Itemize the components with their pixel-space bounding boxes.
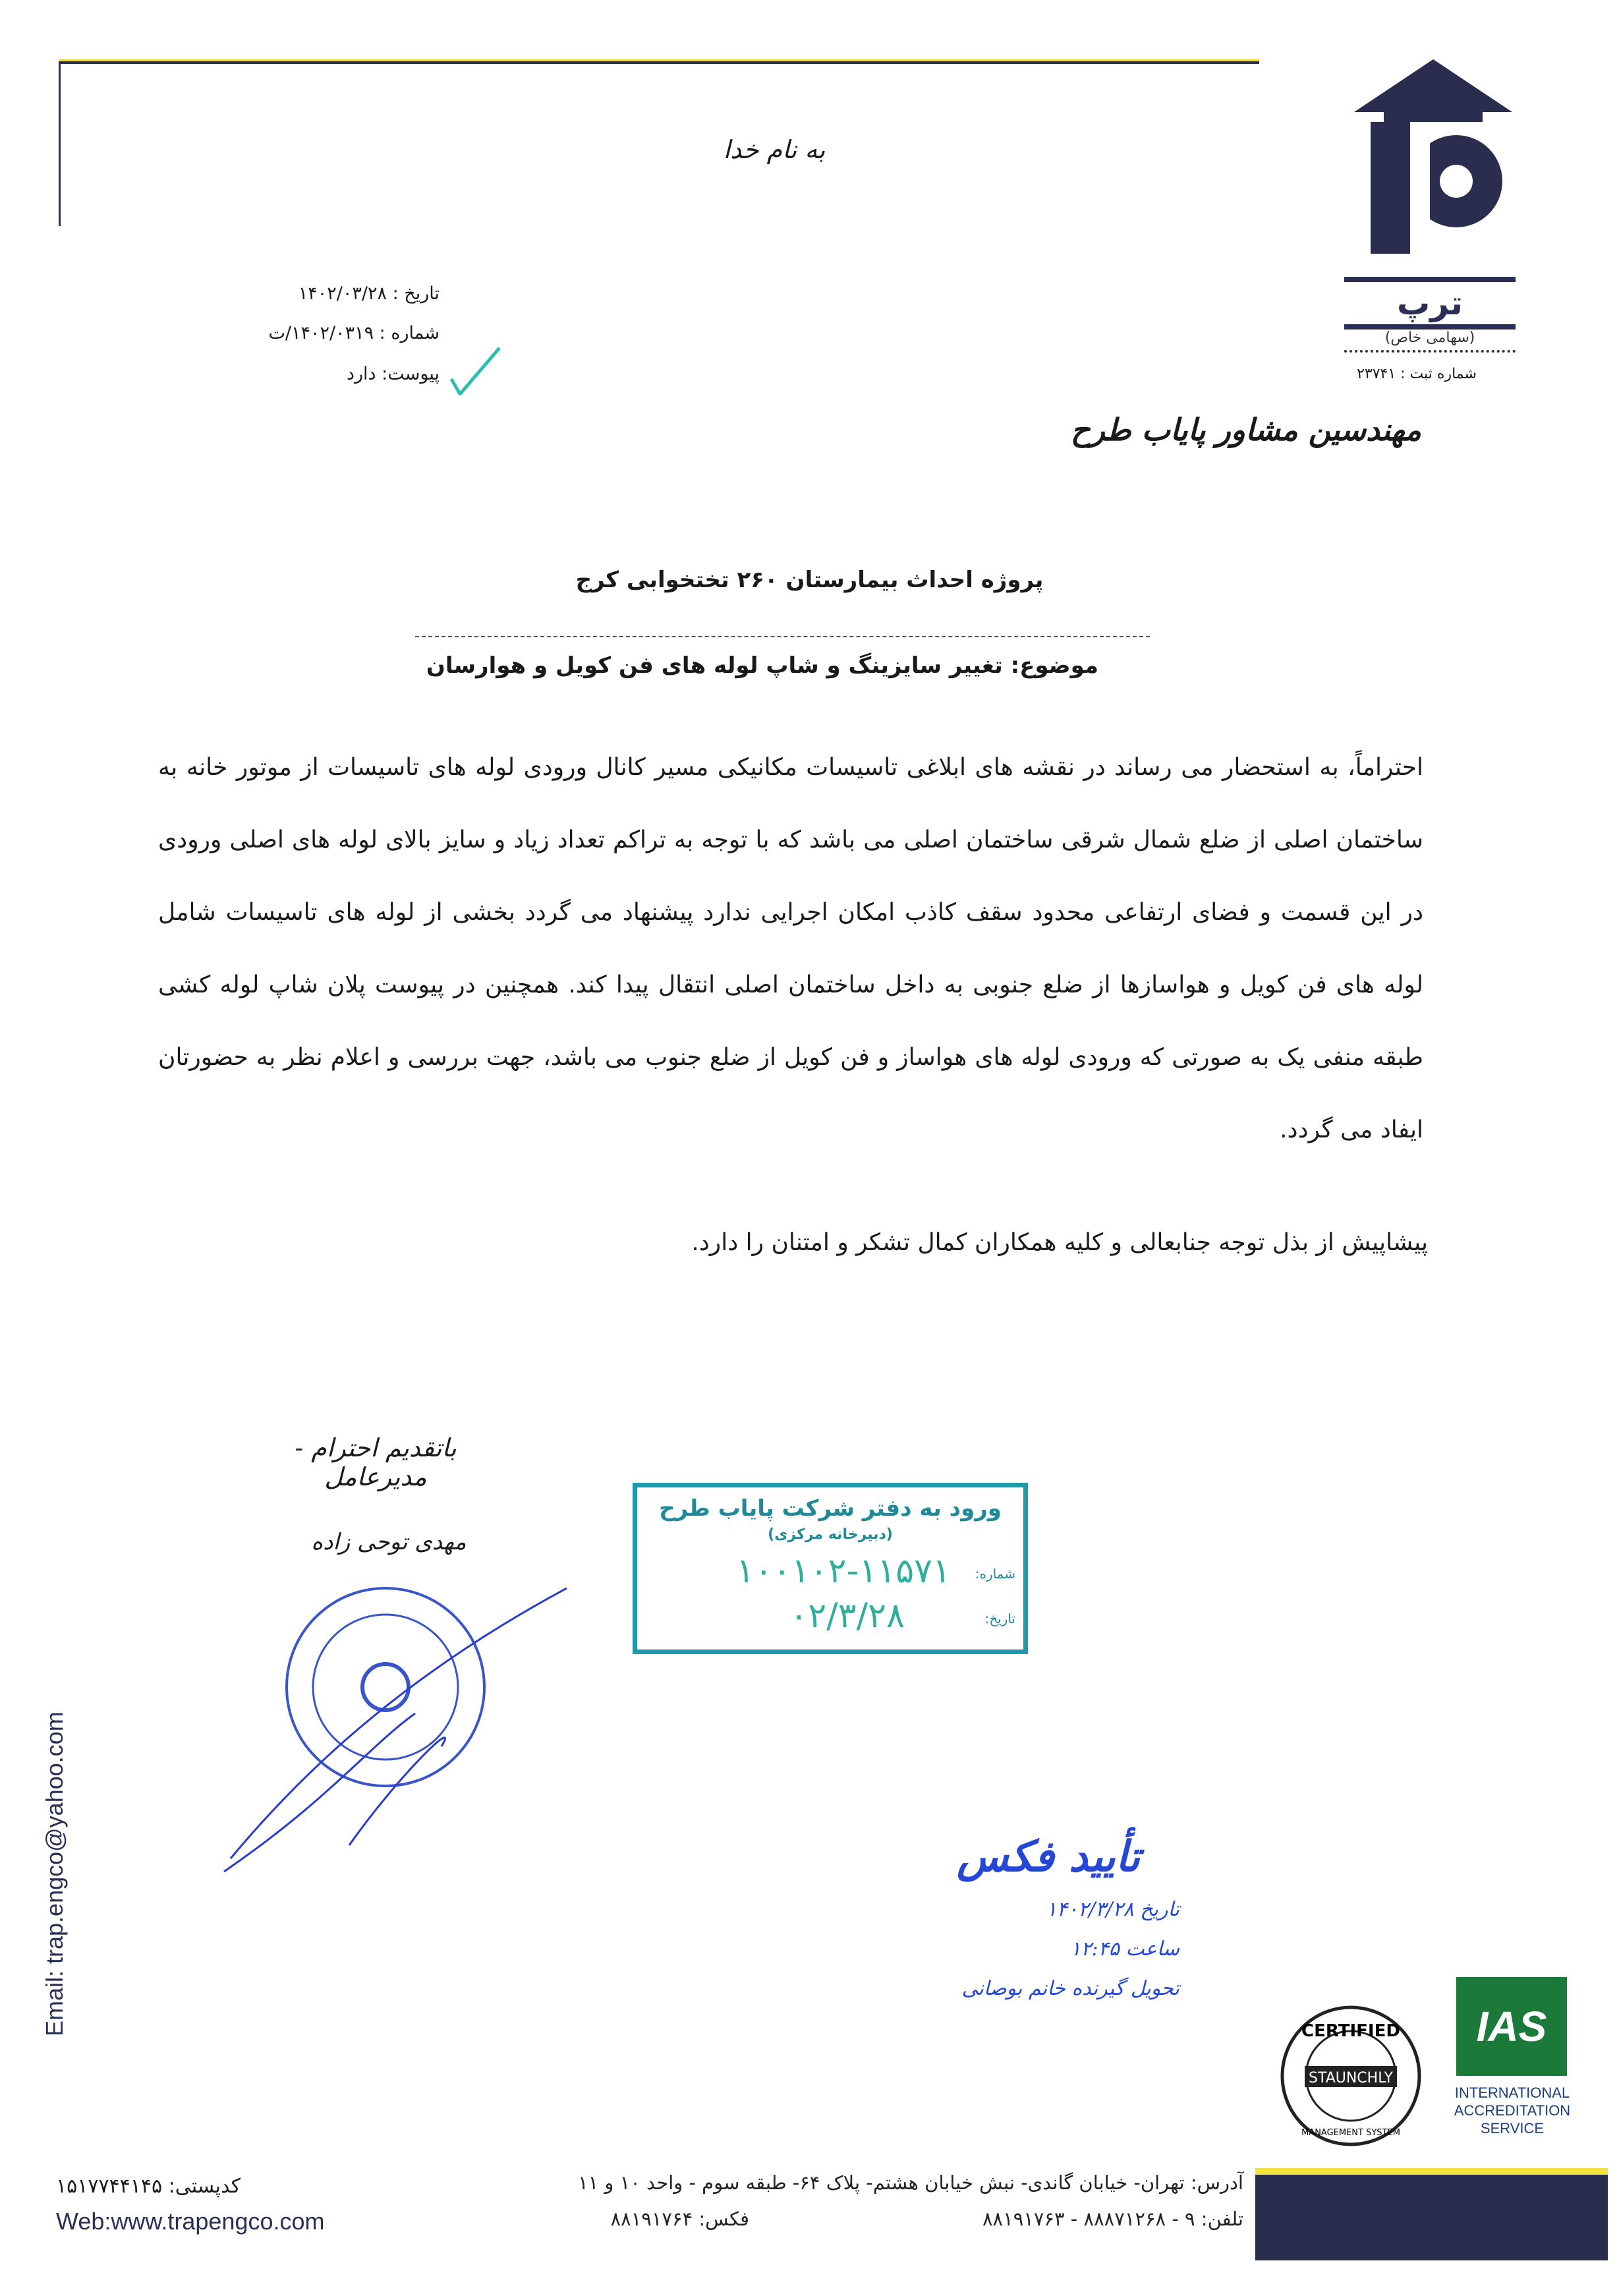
ias-text [1443,2084,1581,2137]
contact-email: Email: trap.engco@yahoo.com [41,1711,68,2036]
confirmation-time: ساعت ۱۲:۴۵ [1070,1937,1179,1961]
ias-line: SERVICE [1480,2120,1545,2137]
footer-address: آدرس: تهران- خیابان گاندی- نبش خیابان هشتم- پلاک ۶۴- طبقه سوم - واحد ۱۰ و ۱۱ [578,2171,1243,2194]
ias-logo: IAS [1456,1977,1567,2076]
footer-color-block [1255,2168,1608,2260]
letter-body: احتراماً، به استحضار می رساند در نقشه های ابلاغی تاسیسات مکانیکی مسیر کانال ورودی لوله های تاسیسات از موتور خانه به ساختمان اصلی از ضلع شمال شرقی ساختمان اصلی می باشد که با توجه به تراکم تعداد زیاد و سایز بالای لوله های اصلی ورودی در این قسمت و فضای ارتفاعی محدود سقف کاذب امکان اجرایی ندارد پیشنهاد می گردد بخشی از لوله های تاسیسات شامل لوله های فن کویل و هواسازها از ضلع جنوبی به داخل ساختمان اصلی انتقال پیدا کند. همچنین در پیوست پلان شاپ لوله کشی طبقه منفی یک به صورتی که ورودی لوله های هواساز و فن کویل از ضلع جنوب می باشد، جهت بررسی و اعلام نظر به حضورتان ایفاد می گردد. [158,754,1423,1143]
title-divider [415,636,1150,637]
ias-line: INTERNATIONAL [1454,2084,1570,2101]
letter-date: تاریخ : ۱۴۰۲/۰۳/۲۸ [298,283,440,304]
letter-attachment: پیوست: دارد [346,364,440,384]
ias-line: ACCREDITATION [1454,2102,1571,2119]
footer-phone: تلفن: ۹ - ۸۸۸۷۱۲۶۸ - ۸۸۱۹۱۷۶۳ [982,2208,1243,2230]
stamp-number-value: ۱۰۰۱۰۲-۱۱۵۷۱ [736,1551,951,1591]
cert-sub: MANAGEMENT SYSTEM [1301,2128,1400,2138]
checkmark-icon [448,343,501,395]
footer-fax: فکس: ۸۸۱۹۱۷۶۴ [610,2208,749,2230]
brand-name: ترپ [1344,277,1516,330]
receipt-stamp [633,1483,1028,1654]
signature-title: باتقدیم احترام - مدیرعامل [295,1433,457,1491]
stamp-subtitle: (دبیرخانه مرکزی) [768,1526,893,1543]
footer-website: Web:www.trapengco.com [56,2208,325,2235]
header-rule [59,59,1259,64]
company-logo [1344,59,1522,277]
recipient-company: مهندسین مشاور پایاب طرح [1070,412,1421,447]
basmala: به نام خدا [723,135,826,164]
stamp-date-value: ۰۲/۳/۲۸ [789,1596,905,1636]
brand-type: (سهامی خاص) [1344,330,1516,353]
project-title: پروژه احداث بیمارستان ۲۶۰ تختخوابی کرج [575,567,1044,593]
stamp-number-label: شماره: [975,1566,1015,1582]
stamp-title: ورود به دفتر شرکت پایاب طرح [659,1495,1002,1522]
confirmation-date: تاریخ ۱۴۰۲/۳/۲۸ [1046,1898,1179,1921]
stamp-date-label: تاریخ: [984,1611,1015,1626]
confirmation-title: تأیید فکس [957,1832,1140,1881]
cert-text: CERTIFIED [1301,2021,1400,2041]
registration-number: شماره ثبت : ۲۳۷۴۱ [1357,366,1477,382]
cert-brand: STAUNCHLY [1309,2070,1393,2086]
company-seal-signature [198,1582,593,1898]
header-side-rule [59,61,61,226]
confirmation-receiver: تحویل گیرنده خانم بوصانی [961,1977,1179,2000]
subject-line: موضوع: تغییر سایزینگ و شاپ لوله های فن کویل و هوارسان [426,652,1098,679]
fax-confirmation [876,1832,1179,2043]
footer-postal-code: کدپستی: ۱۵۱۷۷۴۴۱۴۵ [56,2175,241,2198]
letter-number: شماره : ۱۴۰۲/۰۳۱۹/ت [268,323,440,343]
signatory-name: مهدی توحی زاده [311,1529,467,1555]
closing-line: پیشاپیش از بذل توجه جنابعالی و کلیه همکاران کمال تشکر و امتنان را دارد. [691,1229,1428,1256]
certified-management-logo [1278,2003,1423,2148]
